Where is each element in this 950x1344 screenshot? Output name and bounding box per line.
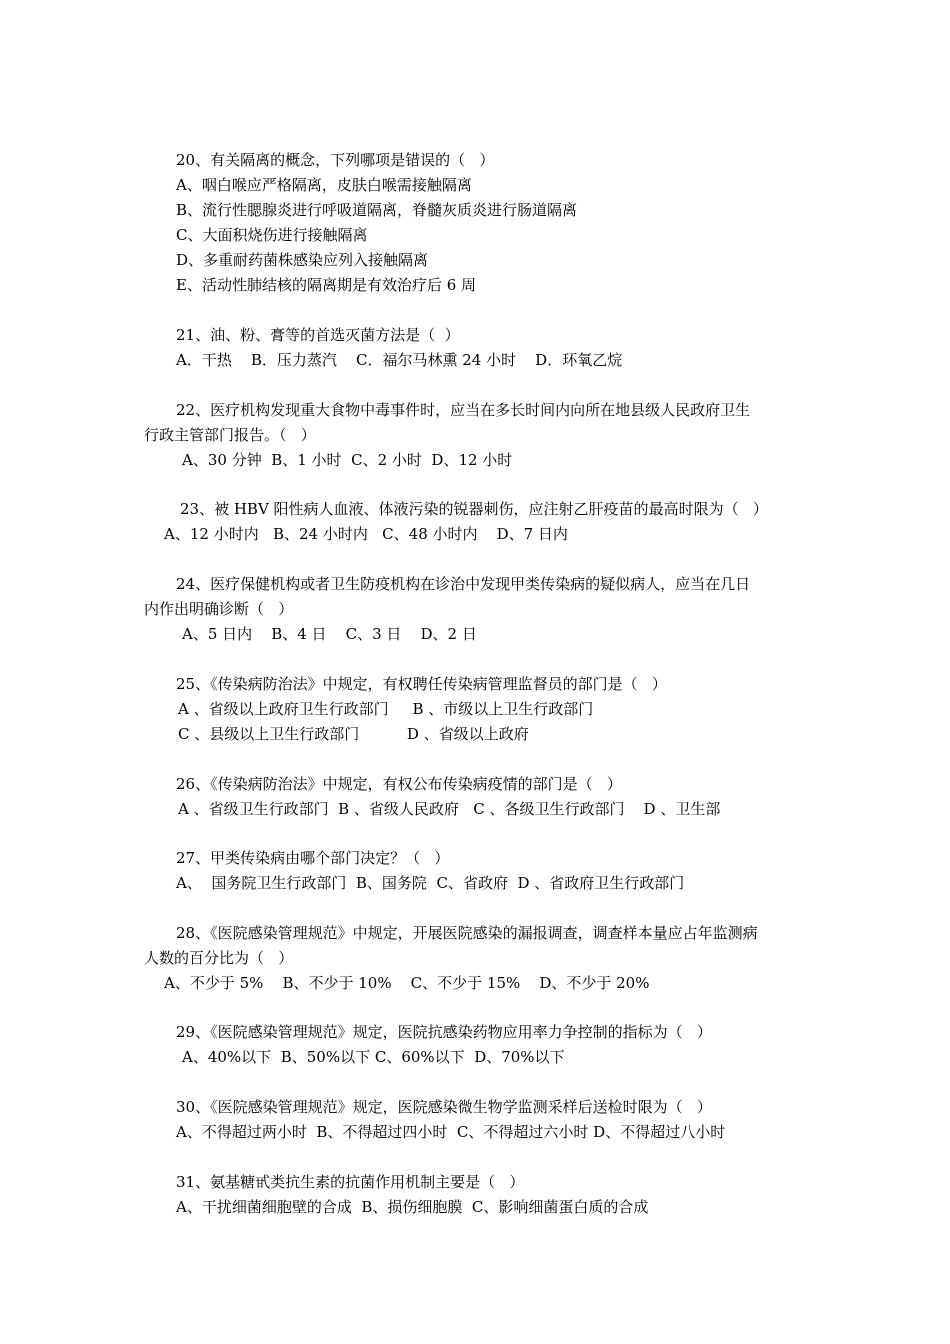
question-24-options: A、5 日内 B、4 日 C、3 日 D、2 日 bbox=[182, 625, 477, 643]
question-20-option-b: B、流行性腮腺炎进行呼吸道隔离，脊髓灰质炎进行肠道隔离 bbox=[176, 201, 578, 219]
question-21-stem: 21、油、粉、膏等的首选灭菌方法是（ ） bbox=[176, 326, 460, 344]
question-22-stem-line-1: 22、医疗机构发现重大食物中毒事件时，应当在多长时间内向所在地县级人民政府卫生 bbox=[176, 401, 751, 419]
question-23-options: A、12 小时内 B、24 小时内 C、48 小时内 D、7 日内 bbox=[164, 525, 568, 543]
question-20-option-e: E、活动性肺结核的隔离期是有效治疗后 6 周 bbox=[176, 276, 477, 294]
question-26-stem: 26、《传染病防治法》中规定，有权公布传染病疫情的部门是（ ） bbox=[176, 775, 622, 793]
question-29-stem: 29、《医院感染管理规范》规定，医院抗感染药物应用率力争控制的指标为（ ） bbox=[176, 1023, 712, 1041]
question-22-stem-line-2: 行政主管部门报告。（ ） bbox=[144, 426, 316, 444]
question-25-options-line-1: A 、省级以上政府卫生行政部门 B 、市级以上卫生行政部门 bbox=[178, 700, 594, 718]
question-30-options: A、不得超过两小时 B、不得超过四小时 C、不得超过六小时 D、不得超过八小时 bbox=[176, 1123, 726, 1141]
question-20-stem: 20、有关隔离的概念，下列哪项是错误的（ ） bbox=[176, 151, 495, 169]
question-27-options: A、 国务院卫生行政部门 B、国务院 C、省政府 D 、省政府卫生行政部门 bbox=[176, 874, 685, 892]
question-27-stem: 27、甲类传染病由哪个部门决定？（ ） bbox=[176, 849, 450, 867]
question-28-stem-line-2: 人数的百分比为（ ） bbox=[144, 949, 294, 967]
question-20-option-d: D、多重耐药菌株感染应列入接触隔离 bbox=[176, 251, 429, 269]
question-31-stem: 31、氨基糖甙类抗生素的抗菌作用机制主要是（ ） bbox=[176, 1173, 525, 1191]
question-30-stem: 30、《医院感染管理规范》规定，医院感染微生物学监测采样后送检时限为（ ） bbox=[176, 1098, 712, 1116]
question-24-stem-line-1: 24、医疗保健机构或者卫生防疫机构在诊治中发现甲类传染病的疑似病人，应当在几日 bbox=[176, 575, 751, 593]
question-28-stem-line-1: 28、《医院感染管理规范》中规定，开展医院感染的漏报调查，调查样本量应占年监测病 bbox=[176, 924, 758, 942]
question-28-options: A、不少于 5% B、不少于 10% C、不少于 15% D、不少于 20% bbox=[164, 974, 650, 992]
question-20-option-c: C、大面积烧伤进行接触隔离 bbox=[176, 226, 368, 244]
question-20-option-a: A、咽白喉应严格隔离，皮肤白喉需接触隔离 bbox=[176, 176, 472, 194]
question-25-stem: 25、《传染病防治法》中规定，有权聘任传染病管理监督员的部门是（ ） bbox=[176, 675, 667, 693]
question-26-options: A 、省级卫生行政部门 B 、省级人民政府 C 、各级卫生行政部门 D 、卫生部 bbox=[178, 800, 721, 818]
question-31-options: A、干扰细菌细胞壁的合成 B、损伤细胞膜 C、影响细菌蛋白质的合成 bbox=[176, 1198, 649, 1216]
question-24-stem-line-2: 内作出明确诊断（ ） bbox=[144, 600, 294, 618]
question-22-options: A、30 分钟 B、1 小时 C、2 小时 D、12 小时 bbox=[182, 451, 513, 469]
question-21-options: A．干热 B．压力蒸汽 C．福尔马林熏 24 小时 D．环氧乙烷 bbox=[176, 351, 623, 369]
question-25-options-line-2: C 、县级以上卫生行政部门 D 、省级以上政府 bbox=[178, 725, 529, 743]
question-23-stem: 23、被 HBV 阳性病人血液、体液污染的锐器刺伤，应注射乙肝疫苗的最高时限为（ ） bbox=[180, 500, 768, 518]
question-29-options: A、40%以下 B、50%以下 C、60%以下 D、70%以下 bbox=[182, 1048, 565, 1066]
